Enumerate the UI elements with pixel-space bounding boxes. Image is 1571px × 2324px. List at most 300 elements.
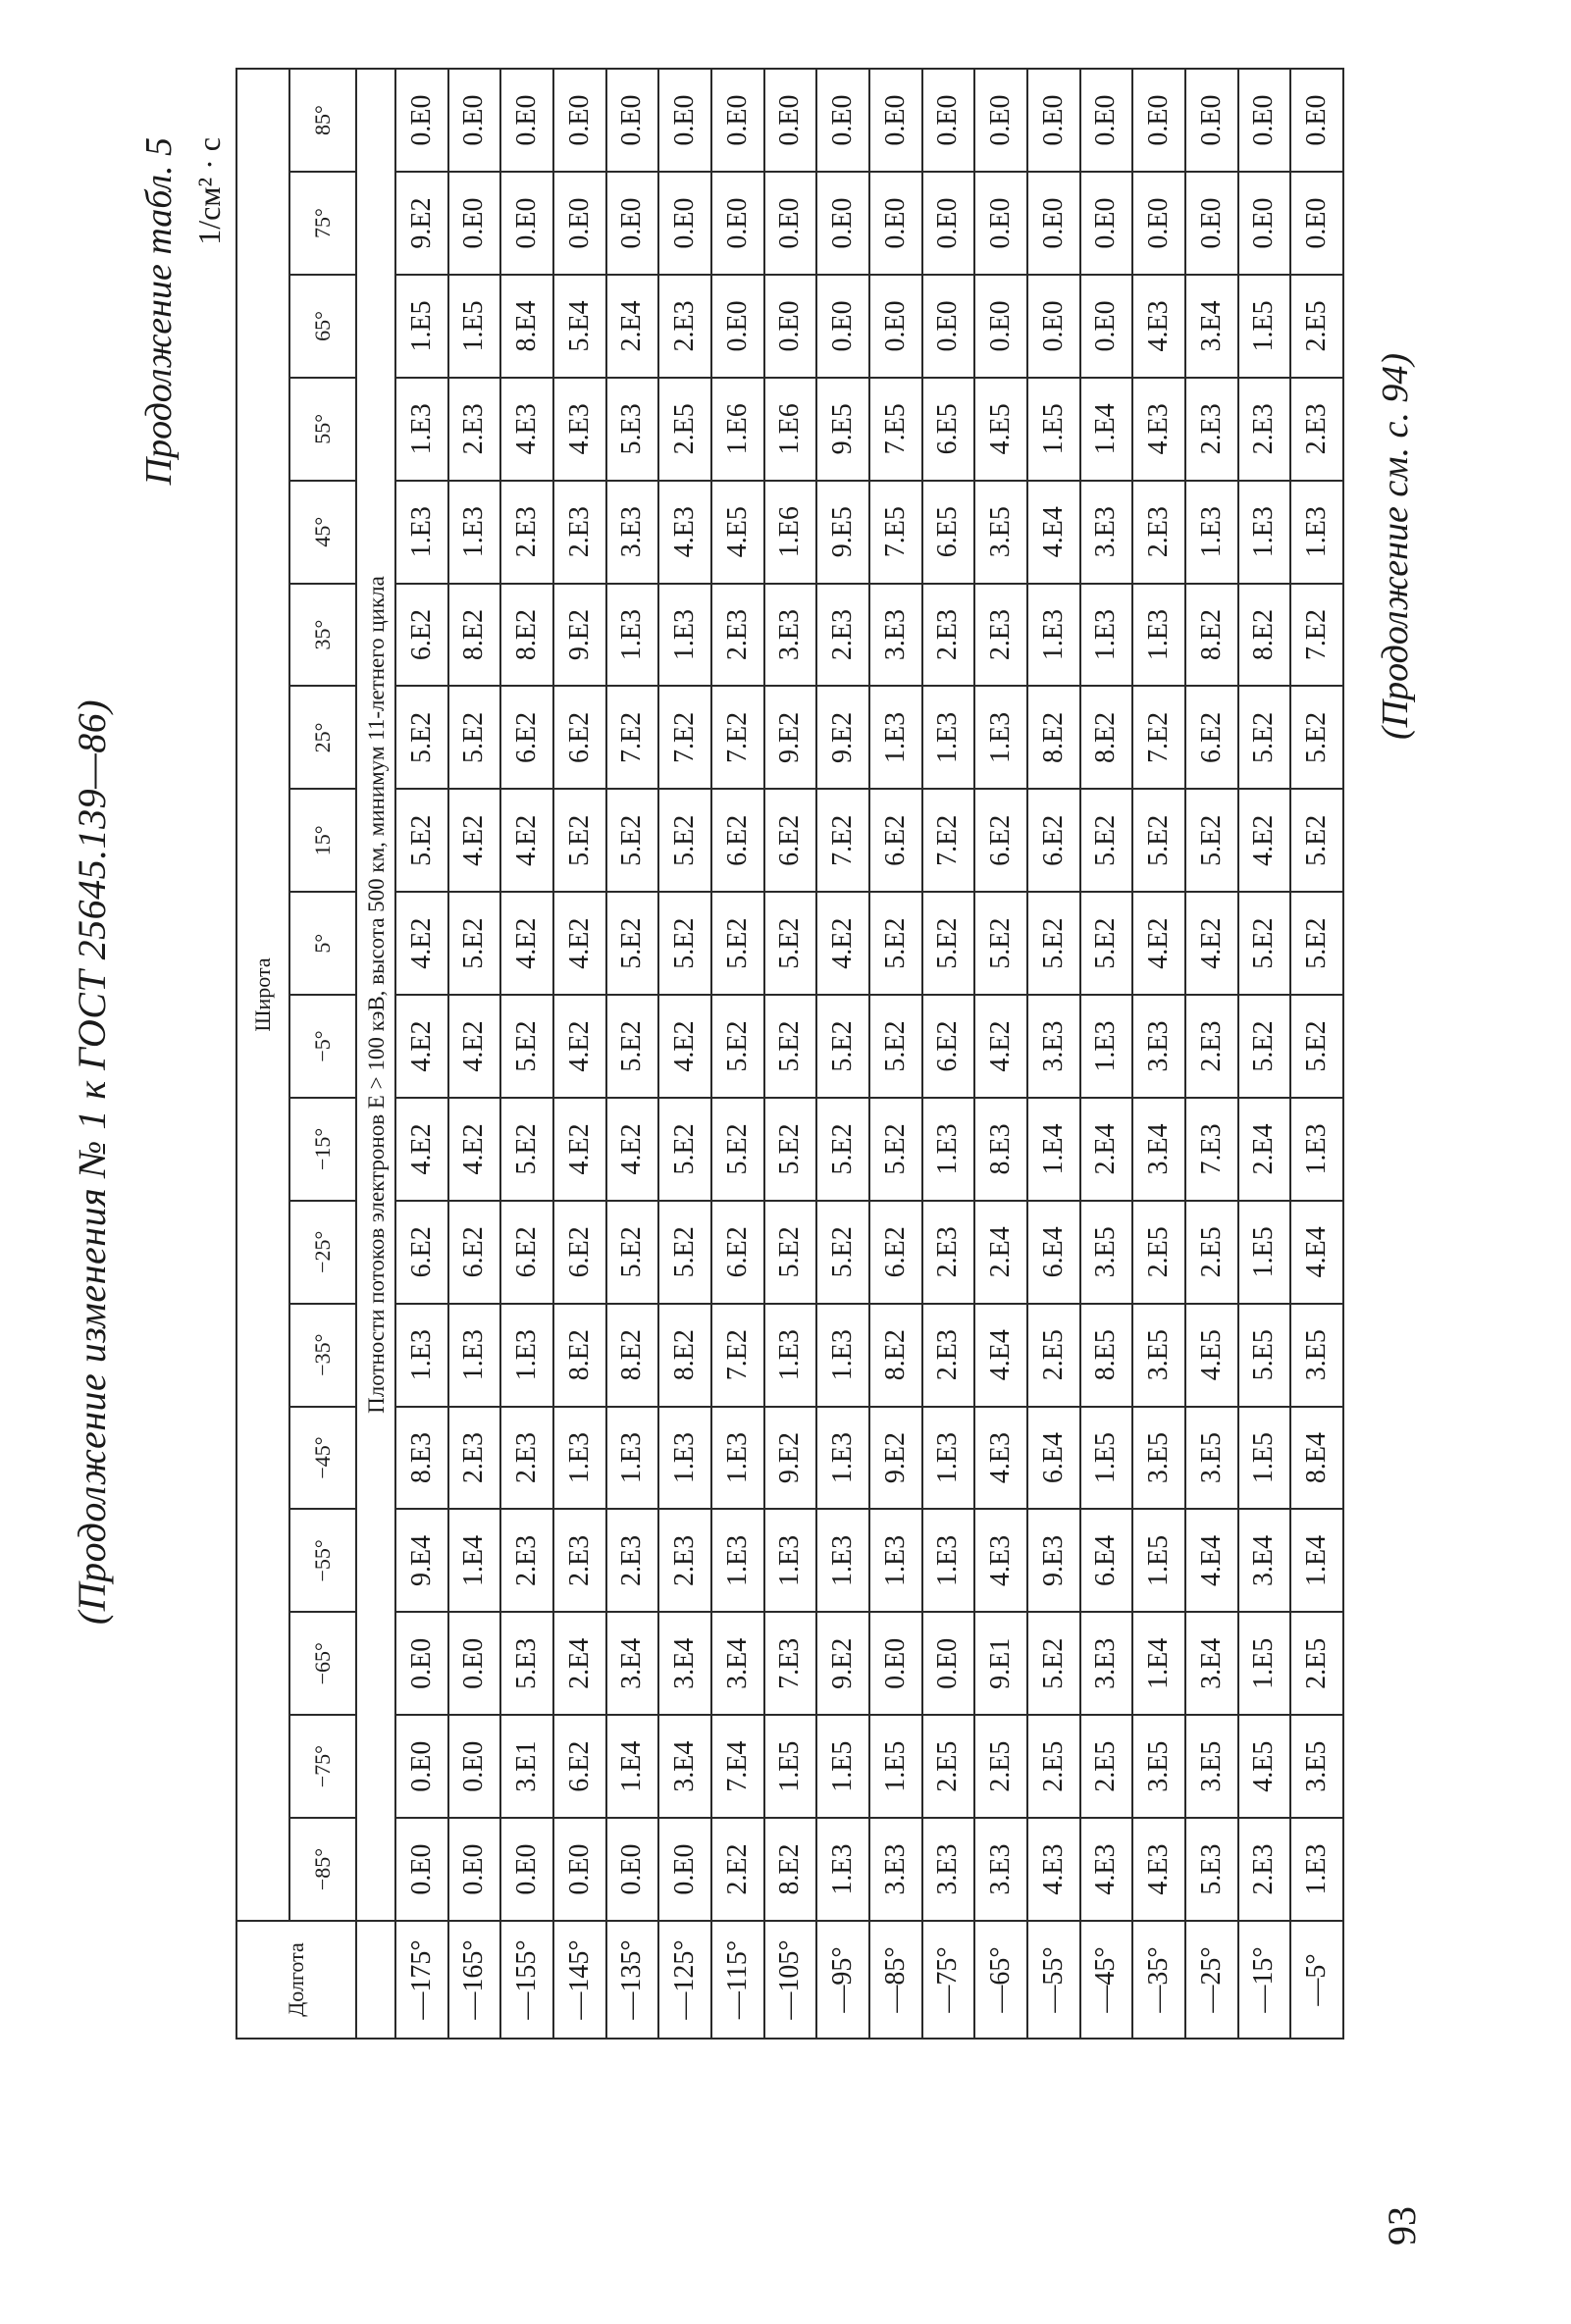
flux-value-cell: 1.E3 [1132,584,1185,687]
flux-value-cell: 1.E3 [448,1304,501,1407]
unit-label: 1/см² · с [191,137,227,245]
flux-value-cell: 5.E2 [500,1098,553,1201]
flux-value-cell: 5.E2 [711,892,764,995]
table-row [553,69,606,2039]
caption-spacer-cell [356,1921,395,2039]
flux-value-cell: 3.E4 [1238,1510,1291,1613]
flux-value-cell: 5.E2 [500,995,553,1098]
flux-value-cell: 1.E3 [816,1818,869,1921]
latitude-header-cell: −65° [289,1612,356,1715]
flux-value-cell: 4.E4 [1290,1201,1343,1304]
flux-value-cell: 5.E2 [658,892,711,995]
flux-value-cell: 4.E2 [500,892,553,995]
flux-value-cell: 2.E3 [606,1510,659,1613]
flux-value-cell: 5.E2 [1080,892,1133,995]
flux-value-cell: 1.E3 [1080,584,1133,687]
flux-value-cell: 0.E0 [922,172,975,275]
column-header-latitude-group: Широта [236,69,289,1921]
flux-value-cell: 2.E3 [922,584,975,687]
latitude-header-cell: −25° [289,1201,356,1304]
flux-value-cell: 2.E4 [974,1201,1027,1304]
flux-value-cell: 5.E2 [658,1201,711,1304]
flux-value-cell: 8.E4 [1290,1407,1343,1510]
flux-value-cell: 4.E2 [448,789,501,892]
latitude-header-cell: 45° [289,481,356,584]
flux-value-cell: 1.E3 [869,1510,922,1613]
flux-value-cell: 4.E5 [1238,1715,1291,1818]
flux-value-cell: 1.E3 [1080,995,1133,1098]
flux-value-cell: 0.E0 [1080,172,1133,275]
flux-value-cell: 6.E4 [1027,1407,1080,1510]
flux-value-cell: 4.E3 [974,1510,1027,1613]
flux-value-cell: 1.E5 [1238,1612,1291,1715]
flux-value-cell: 0.E0 [395,1818,448,1921]
flux-value-cell: 1.E3 [1027,584,1080,687]
flux-value-cell: 0.E0 [711,69,764,172]
flux-value-cell: 7.E2 [1132,687,1185,790]
flux-value-cell: 2.E3 [448,1407,501,1510]
flux-value-cell: 0.E0 [658,69,711,172]
flux-value-cell: 2.E3 [711,584,764,687]
flux-value-cell: 0.E0 [1185,69,1238,172]
flux-value-cell: 5.E2 [869,892,922,995]
table-row [500,69,553,2039]
flux-value-cell: 8.E2 [1185,584,1238,687]
flux-value-cell: 2.E3 [500,481,553,584]
latitude-header-cell: 25° [289,687,356,790]
flux-value-cell: 4.E2 [658,995,711,1098]
flux-value-cell: 0.E0 [606,172,659,275]
flux-value-cell: 2.E3 [658,275,711,378]
flux-value-cell: 5.E2 [606,789,659,892]
flux-value-cell: 5.E2 [1290,687,1343,790]
table-row [816,69,869,2039]
flux-value-cell: 0.E0 [974,275,1027,378]
flux-value-cell: 2.E3 [500,1407,553,1510]
flux-value-cell: 4.E3 [1080,1818,1133,1921]
flux-value-cell: 1.E4 [1290,1510,1343,1613]
flux-value-cell: 0.E0 [500,172,553,275]
flux-value-cell: 6.E5 [922,378,975,481]
flux-value-cell: 1.E3 [500,1304,553,1407]
latitude-header-cell: −5° [289,995,356,1098]
flux-value-cell: 1.E6 [764,378,817,481]
flux-value-cell: 3.E3 [922,1818,975,1921]
flux-value-cell: 4.E4 [1185,1510,1238,1613]
flux-value-cell: 9.E4 [395,1510,448,1613]
flux-value-cell: 1.E3 [606,584,659,687]
flux-value-cell: 6.E5 [922,481,975,584]
flux-density-table [236,68,1344,2040]
flux-value-cell: 0.E0 [711,275,764,378]
flux-value-cell: 7.E2 [711,1304,764,1407]
flux-value-cell: 6.E2 [974,789,1027,892]
flux-value-cell: 0.E0 [816,172,869,275]
flux-value-cell: 6.E2 [500,1201,553,1304]
flux-value-cell: 5.E2 [606,892,659,995]
table-row [1132,69,1185,2039]
flux-value-cell: 5.E2 [764,1098,817,1201]
flux-value-cell: 0.E0 [395,1715,448,1818]
table-row [1080,69,1133,2039]
flux-value-cell: 6.E2 [764,789,817,892]
longitude-cell: —135° [606,1921,659,2039]
flux-value-cell: 2.E3 [974,584,1027,687]
flux-value-cell: 1.E4 [1080,378,1133,481]
flux-value-cell: 0.E0 [1080,69,1133,172]
flux-value-cell: 3.E3 [1080,481,1133,584]
flux-value-cell: 6.E2 [395,584,448,687]
flux-value-cell: 2.E4 [1080,1098,1133,1201]
flux-value-cell: 3.E3 [606,481,659,584]
flux-value-cell: 4.E2 [395,995,448,1098]
flux-value-cell: 3.E5 [1080,1201,1133,1304]
flux-value-cell: 0.E0 [553,172,606,275]
flux-value-cell: 1.E3 [395,1304,448,1407]
flux-value-cell: 1.E3 [1290,1818,1343,1921]
table-continuation-label: Продолжение табл. 5 [138,137,180,486]
flux-value-cell: 0.E0 [395,1612,448,1715]
longitude-cell: —165° [448,1921,501,2039]
flux-value-cell: 5.E2 [816,1201,869,1304]
flux-value-cell: 4.E2 [395,1098,448,1201]
flux-value-cell: 2.E3 [1238,1818,1291,1921]
flux-value-cell: 2.E3 [500,1510,553,1613]
latitude-header-cell: 65° [289,275,356,378]
flux-value-cell: 9.E5 [816,378,869,481]
flux-value-cell: 2.E4 [1238,1098,1291,1201]
flux-value-cell: 5.E3 [500,1612,553,1715]
flux-value-cell: 3.E3 [869,584,922,687]
flux-value-cell: 5.E2 [869,995,922,1098]
flux-value-cell: 3.E5 [1132,1407,1185,1510]
flux-value-cell: 5.E2 [1027,1612,1080,1715]
table-row [1185,69,1238,2039]
flux-value-cell: 0.E0 [974,69,1027,172]
table-row [448,69,501,2039]
longitude-cell: —45° [1080,1921,1133,2039]
longitude-cell: —15° [1238,1921,1291,2039]
flux-value-cell: 0.E0 [1027,172,1080,275]
flux-value-cell: 4.E2 [500,789,553,892]
flux-value-cell: 2.E3 [1132,481,1185,584]
flux-value-cell: 1.E4 [448,1510,501,1613]
flux-value-cell: 5.E2 [764,995,817,1098]
flux-value-cell: 8.E2 [1080,687,1133,790]
flux-value-cell: 0.E0 [922,69,975,172]
flux-value-cell: 3.E4 [658,1612,711,1715]
flux-value-cell: 4.E2 [553,995,606,1098]
latitude-header-cell: −55° [289,1510,356,1613]
longitude-cell: —175° [395,1921,448,2039]
table-body [356,69,1343,2039]
flux-value-cell: 4.E3 [1027,1818,1080,1921]
flux-value-cell: 0.E0 [448,1612,501,1715]
flux-value-cell: 1.E3 [922,1407,975,1510]
flux-value-cell: 8.E2 [606,1304,659,1407]
flux-value-cell: 0.E0 [869,172,922,275]
flux-value-cell: 0.E0 [1027,69,1080,172]
flux-value-cell: 4.E3 [658,481,711,584]
flux-value-cell: 0.E0 [869,275,922,378]
flux-value-cell: 9.E2 [869,1407,922,1510]
flux-value-cell: 7.E3 [1185,1098,1238,1201]
flux-value-cell: 3.E5 [974,481,1027,584]
flux-value-cell: 5.E2 [816,995,869,1098]
flux-value-cell: 1.E3 [658,584,711,687]
flux-value-cell: 1.E5 [764,1715,817,1818]
longitude-cell: —155° [500,1921,553,2039]
flux-value-cell: 3.E3 [1027,995,1080,1098]
flux-value-cell: 3.E4 [658,1715,711,1818]
flux-value-cell: 3.E5 [1132,1304,1185,1407]
flux-value-cell: 2.E5 [658,378,711,481]
table-row [711,69,764,2039]
flux-value-cell: 4.E2 [553,1098,606,1201]
flux-value-cell: 7.E3 [764,1612,817,1715]
flux-value-cell: 0.E0 [764,172,817,275]
longitude-cell: —85° [869,1921,922,2039]
flux-value-cell: 2.E3 [553,1510,606,1613]
flux-value-cell: 1.E5 [1080,1407,1133,1510]
flux-value-cell: 1.E3 [922,687,975,790]
longitude-cell: —105° [764,1921,817,2039]
flux-value-cell: 5.E2 [869,1098,922,1201]
flux-value-cell: 1.E5 [1238,275,1291,378]
longitude-cell: —125° [658,1921,711,2039]
longitude-cell: —115° [711,1921,764,2039]
flux-value-cell: 9.E1 [974,1612,1027,1715]
flux-value-cell: 2.E5 [1290,275,1343,378]
page-header-title: (Продолжение изменения № 1 к ГОСТ 25645.139—86) [70,698,114,1626]
flux-value-cell: 0.E0 [1238,69,1291,172]
flux-value-cell: 1.E5 [1238,1201,1291,1304]
table-caption: Плотности потоков электронов E > 100 кэВ, высота 500 км, минимум 11-летнего цикла [356,69,395,1921]
flux-value-cell: 4.E2 [1185,892,1238,995]
flux-value-cell: 3.E4 [711,1612,764,1715]
flux-value-cell: 2.E5 [922,1715,975,1818]
flux-value-cell: 2.E5 [1027,1715,1080,1818]
table-row [395,69,448,2039]
flux-value-cell: 0.E0 [553,1818,606,1921]
flux-value-cell: 0.E0 [922,1612,975,1715]
flux-value-cell: 5.E2 [606,1201,659,1304]
flux-value-cell: 2.E2 [711,1818,764,1921]
flux-value-cell: 1.E3 [658,1407,711,1510]
flux-value-cell: 4.E5 [1185,1304,1238,1407]
flux-value-cell: 3.E3 [869,1818,922,1921]
flux-value-cell: 0.E0 [448,69,501,172]
flux-value-cell: 1.E3 [711,1510,764,1613]
page-number: 93 [1380,2206,1424,2246]
flux-value-cell: 5.E2 [711,1098,764,1201]
flux-value-cell: 0.E0 [869,69,922,172]
flux-value-cell: 2.E3 [658,1510,711,1613]
flux-value-cell: 0.E0 [1027,275,1080,378]
longitude-cell: —65° [974,1921,1027,2039]
flux-value-cell: 0.E0 [1132,69,1185,172]
flux-value-cell: 4.E2 [606,1098,659,1201]
flux-value-cell: 6.E2 [869,1201,922,1304]
table-row [606,69,659,2039]
flux-value-cell: 5.E2 [448,687,501,790]
flux-value-cell: 4.E3 [553,378,606,481]
flux-value-cell: 2.E3 [922,1304,975,1407]
flux-value-cell: 0.E0 [974,172,1027,275]
flux-value-cell: 4.E3 [974,1407,1027,1510]
flux-value-cell: 0.E0 [553,69,606,172]
flux-value-cell: 6.E4 [1027,1201,1080,1304]
flux-value-cell: 4.E2 [1132,892,1185,995]
flux-value-cell: 6.E2 [869,789,922,892]
flux-value-cell: 6.E2 [553,687,606,790]
flux-value-cell: 1.E3 [606,1407,659,1510]
flux-value-cell: 3.E5 [1185,1407,1238,1510]
latitude-header-cell: −85° [289,1818,356,1921]
flux-value-cell: 7.E4 [711,1715,764,1818]
flux-value-cell: 1.E5 [395,275,448,378]
flux-value-cell: 6.E2 [553,1201,606,1304]
table-row [1290,69,1343,2039]
flux-value-cell: 1.E4 [1132,1612,1185,1715]
flux-value-cell: 5.E2 [922,892,975,995]
flux-value-cell: 5.E2 [1290,892,1343,995]
flux-value-cell: 4.E2 [1238,789,1291,892]
flux-value-cell: 5.E2 [606,995,659,1098]
flux-value-cell: 1.E5 [1027,378,1080,481]
flux-value-cell: 3.E5 [1132,1715,1185,1818]
flux-value-cell: 0.E0 [922,275,975,378]
flux-value-cell: 0.E0 [658,172,711,275]
flux-value-cell: 5.E2 [1185,789,1238,892]
flux-value-cell: 0.E0 [816,69,869,172]
flux-value-cell: 0.E0 [448,172,501,275]
continuation-note: (Продолжение см. с. 94) [1375,352,1416,740]
flux-value-cell: 2.E5 [1290,1612,1343,1715]
longitude-cell: —55° [1027,1921,1080,2039]
flux-value-cell: 0.E0 [1185,172,1238,275]
flux-value-cell: 1.E4 [606,1715,659,1818]
flux-value-cell: 6.E2 [395,1201,448,1304]
flux-value-cell: 5.E2 [1238,892,1291,995]
flux-value-cell: 3.E3 [764,584,817,687]
flux-value-cell: 0.E0 [1290,172,1343,275]
flux-value-cell: 1.E5 [816,1715,869,1818]
flux-value-cell: 5.E2 [711,995,764,1098]
flux-value-cell: 1.E3 [869,687,922,790]
flux-value-cell: 3.E3 [974,1818,1027,1921]
flux-value-cell: 2.E5 [974,1715,1027,1818]
flux-value-cell: 7.E2 [1290,584,1343,687]
flux-value-cell: 2.E4 [553,1612,606,1715]
flux-value-cell: 5.E2 [553,789,606,892]
flux-value-cell: 8.E5 [1080,1304,1133,1407]
flux-value-cell: 2.E5 [1132,1201,1185,1304]
flux-value-cell: 2.E5 [1027,1304,1080,1407]
flux-value-cell: 5.E2 [1238,687,1291,790]
table-row [1238,69,1291,2039]
flux-value-cell: 4.E2 [974,995,1027,1098]
column-header-longitude: Долгота [236,1921,356,2039]
flux-value-cell: 1.E3 [395,481,448,584]
flux-value-cell: 0.E0 [711,172,764,275]
flux-value-cell: 5.E2 [395,687,448,790]
flux-value-cell: 1.E5 [448,275,501,378]
flux-value-cell: 8.E2 [869,1304,922,1407]
flux-value-cell: 4.E2 [448,995,501,1098]
flux-value-cell: 0.E0 [1238,172,1291,275]
flux-value-cell: 2.E3 [1290,378,1343,481]
flux-value-cell: 8.E2 [448,584,501,687]
flux-value-cell: 1.E3 [395,378,448,481]
flux-value-cell: 2.E3 [1185,995,1238,1098]
latitude-header-cell: 75° [289,172,356,275]
flux-value-cell: 1.E6 [764,481,817,584]
flux-value-cell: 2.E3 [922,1201,975,1304]
flux-value-cell: 8.E4 [500,275,553,378]
flux-value-cell: 0.E0 [764,69,817,172]
flux-value-cell: 1.E4 [1027,1098,1080,1201]
flux-value-cell: 5.E3 [606,378,659,481]
flux-value-cell: 7.E2 [606,687,659,790]
longitude-cell: —95° [816,1921,869,2039]
flux-value-cell: 1.E3 [553,1407,606,1510]
flux-value-cell: 5.E5 [1238,1304,1291,1407]
flux-value-cell: 0.E0 [395,69,448,172]
table-row [1027,69,1080,2039]
longitude-cell: —145° [553,1921,606,2039]
flux-value-cell: 4.E2 [553,892,606,995]
flux-value-cell: 0.E0 [869,1612,922,1715]
flux-value-cell: 7.E2 [922,789,975,892]
flux-value-cell: 2.E3 [448,378,501,481]
flux-value-cell: 9.E2 [764,1407,817,1510]
flux-value-cell: 2.E3 [1185,378,1238,481]
flux-value-cell: 9.E2 [816,1612,869,1715]
flux-value-cell: 2.E4 [606,275,659,378]
flux-value-cell: 0.E0 [606,69,659,172]
flux-value-cell: 5.E2 [658,1098,711,1201]
flux-value-cell: 0.E0 [1080,275,1133,378]
longitude-cell: —5° [1290,1921,1343,2039]
flux-value-cell: 0.E0 [500,1818,553,1921]
flux-value-cell: 1.E3 [448,481,501,584]
latitude-header-cell: 15° [289,789,356,892]
flux-value-cell: 4.E3 [1132,275,1185,378]
flux-value-cell: 7.E2 [658,687,711,790]
flux-value-cell: 8.E2 [553,1304,606,1407]
flux-value-cell: 2.E5 [1185,1201,1238,1304]
flux-value-cell: 6.E2 [711,789,764,892]
flux-value-cell: 1.E3 [1290,1098,1343,1201]
flux-value-cell: 0.E0 [606,1818,659,1921]
flux-value-cell: 8.E2 [1027,687,1080,790]
flux-value-cell: 2.E5 [1080,1715,1133,1818]
flux-value-cell: 5.E2 [448,892,501,995]
flux-value-cell: 9.E5 [816,481,869,584]
flux-value-cell: 0.E0 [816,275,869,378]
flux-value-cell: 1.E3 [764,1304,817,1407]
flux-value-cell: 4.E2 [448,1098,501,1201]
flux-value-cell: 6.E2 [711,1201,764,1304]
flux-value-cell: 4.E4 [1027,481,1080,584]
longitude-cell: —25° [1185,1921,1238,2039]
flux-value-cell: 0.E0 [764,275,817,378]
flux-value-cell: 5.E2 [816,1098,869,1201]
flux-value-cell: 0.E0 [500,69,553,172]
flux-value-cell: 8.E2 [500,584,553,687]
flux-value-cell: 3.E4 [606,1612,659,1715]
